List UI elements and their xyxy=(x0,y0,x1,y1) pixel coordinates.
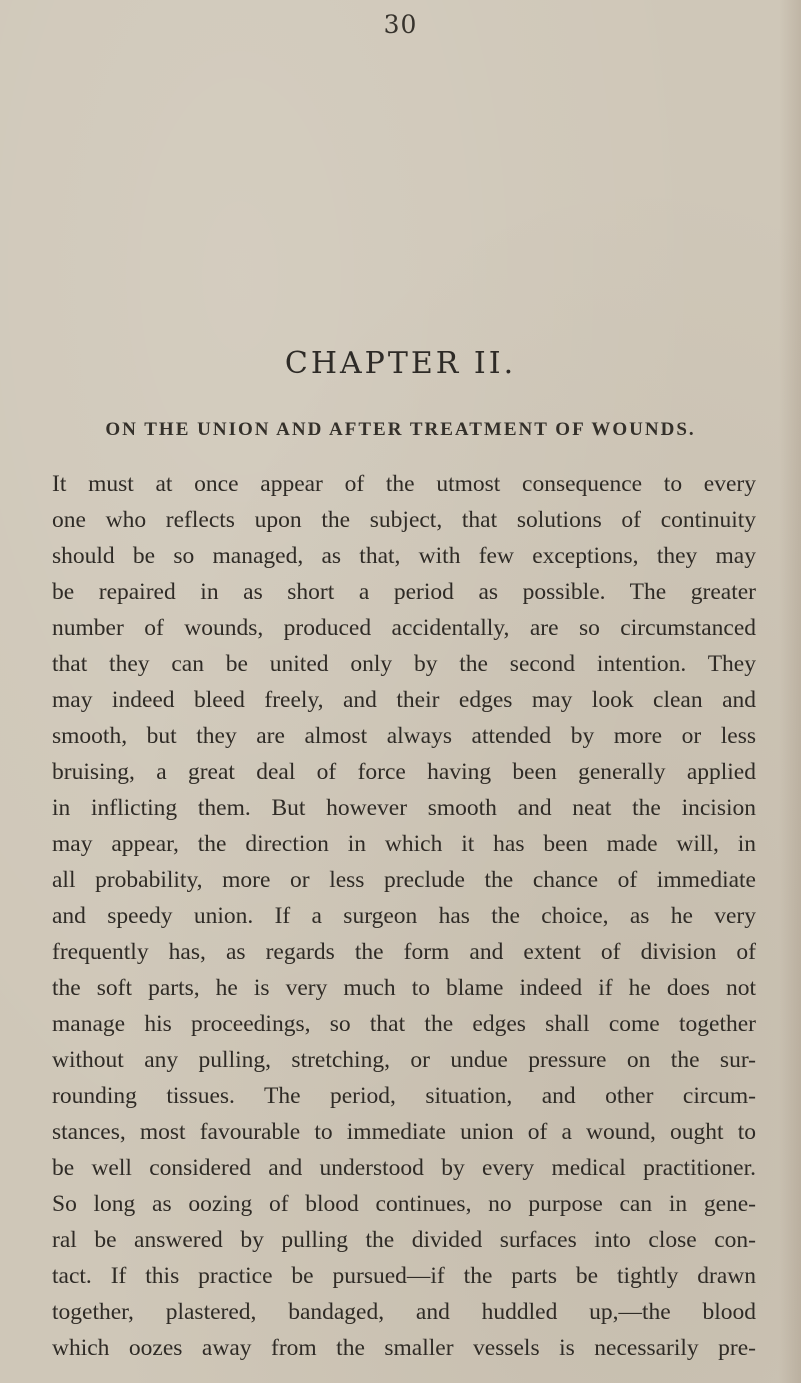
text-line: should be so managed, as that, with few exceptions, they may xyxy=(52,543,756,569)
text-line: one who reflects upon the subject, that solutions of continuity xyxy=(52,507,756,533)
text-line: that they can be united only by the second intention. They xyxy=(52,651,756,677)
text-line: without any pulling, stretching, or undue pressure on the sur- xyxy=(52,1047,756,1073)
text-line: all probability, more or less preclude the chance of immediate xyxy=(52,867,756,893)
text-line: manage his proceedings, so that the edges shall come together xyxy=(52,1011,756,1037)
text-line: which oozes away from the smaller vessels is necessarily pre- xyxy=(52,1335,756,1361)
text-line: in inflicting them. But however smooth and neat the incision xyxy=(52,795,756,821)
chapter-title: CHAPTER II. xyxy=(284,346,517,381)
text-line: be well considered and understood by every medical practitioner. xyxy=(52,1155,756,1181)
text-line: may appear, the direction in which it has been made will, in xyxy=(52,831,756,857)
text-line: ral be answered by pulling the divided surfaces into close con- xyxy=(52,1227,756,1253)
text-line: frequently has, as regards the form and extent of division of xyxy=(52,939,756,965)
text-line: It must at once appear of the utmost consequence to every xyxy=(52,471,756,497)
text-line: So long as oozing of blood continues, no purpose can in gene- xyxy=(52,1191,756,1217)
text-line: the soft parts, he is very much to blame indeed if he does not xyxy=(52,975,756,1001)
chapter-subtitle: ON THE UNION AND AFTER TREATMENT OF WOUNDS. xyxy=(105,419,696,440)
body-paragraph xyxy=(52,466,756,1366)
text-line: rounding tissues. The period, situation, and other circum- xyxy=(52,1083,756,1109)
text-line: number of wounds, produced accidentally, are so circumstanced xyxy=(52,615,756,641)
text-line: smooth, but they are almost always attended by more or less xyxy=(52,723,756,749)
text-line: and speedy union. If a surgeon has the choice, as he very xyxy=(52,903,756,929)
text-line: be repaired in as short a period as possible. The greater xyxy=(52,579,756,605)
text-line: may indeed bleed freely, and their edges may look clean and xyxy=(52,687,756,713)
text-line: stances, most favourable to immediate union of a wound, ought to xyxy=(52,1119,756,1145)
page-edge-shadow xyxy=(779,0,801,1383)
page-number: 30 xyxy=(383,10,418,39)
text-line: together, plastered, bandaged, and huddled up,—the blood xyxy=(52,1299,756,1325)
text-line: tact. If this practice be pursued—if the parts be tightly drawn xyxy=(52,1263,756,1289)
text-line: bruising, a great deal of force having been generally applied xyxy=(52,759,756,785)
